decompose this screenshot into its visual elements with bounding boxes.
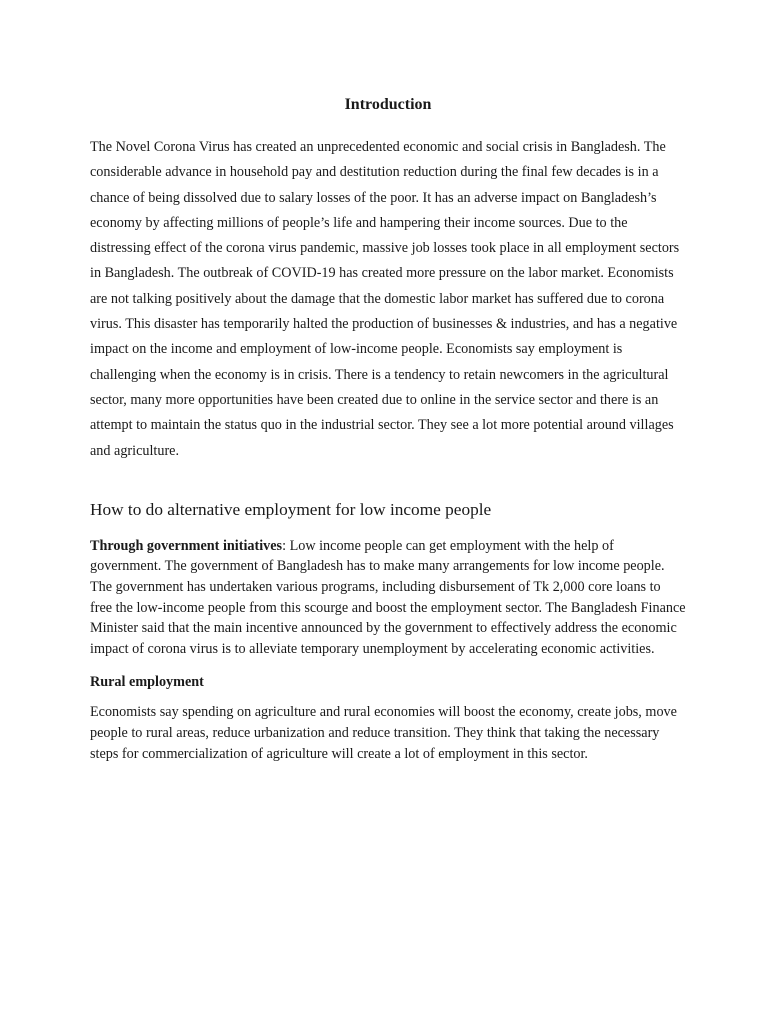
government-paragraph: [90, 536, 686, 660]
intro-paragraph: The Novel Corona Virus has created an unprecedented economic and social crisis in Bangladesh. The considerable advance in household pay and destitution reduction during the final few decades is in a chance of being dissolved due to salary losses of the poor. It has an adverse impact on Bangladesh’s economy by affecting millions of people’s life and hampering their income sources. Due to the distressing effect of the corona virus pandemic, massive job losses took place in all employment sectors in Bangladesh. The outbreak of COVID-19 has created more pressure on the labor market. Economists are not talking positively about the damage that the domestic labor market has suffered due to corona virus. This disaster has temporarily halted the production of businesses & industries, and has a negative impact on the income and employment of low-income people. Economists say employment is challenging when the economy is in crisis. There is a tendency to retain newcomers in the agricultural sector, many more opportunities have been created due to online in the service sector and there is an attempt to maintain the status quo in the industrial sector. They see a lot more potential around villages and agriculture.: [90, 139, 680, 459]
government-label: Through government initiatives: [90, 537, 283, 554]
rural-paragraph: Economists say spending on agriculture and rural economies will boost the economy, create jobs, move people to rural areas, reduce urbanization and reduce transition. They think that taking the necessary steps for commercialization of agriculture will create a lot of employment in this sector.: [90, 704, 677, 762]
document-content: [90, 94, 686, 764]
section-heading: How to do alternative employment for low income people: [90, 499, 492, 519]
page-title: Introduction: [344, 96, 432, 113]
government-text: : Low income people can get employment with the help of government. The government of Bangladesh has to make many arrangements for low income people. The government has undertaken various programs, including disbursement of Tk 2,000 core loans to free the low-income people from this scourge and boost the employment sector. The Bangladesh Finance Minister said that the main incentive announced by the government to effectively address the economic impact of corona virus is to alleviate temporary unemployment by accelerating economic activities.: [90, 537, 686, 657]
rural-heading: Rural employment: [90, 674, 204, 691]
